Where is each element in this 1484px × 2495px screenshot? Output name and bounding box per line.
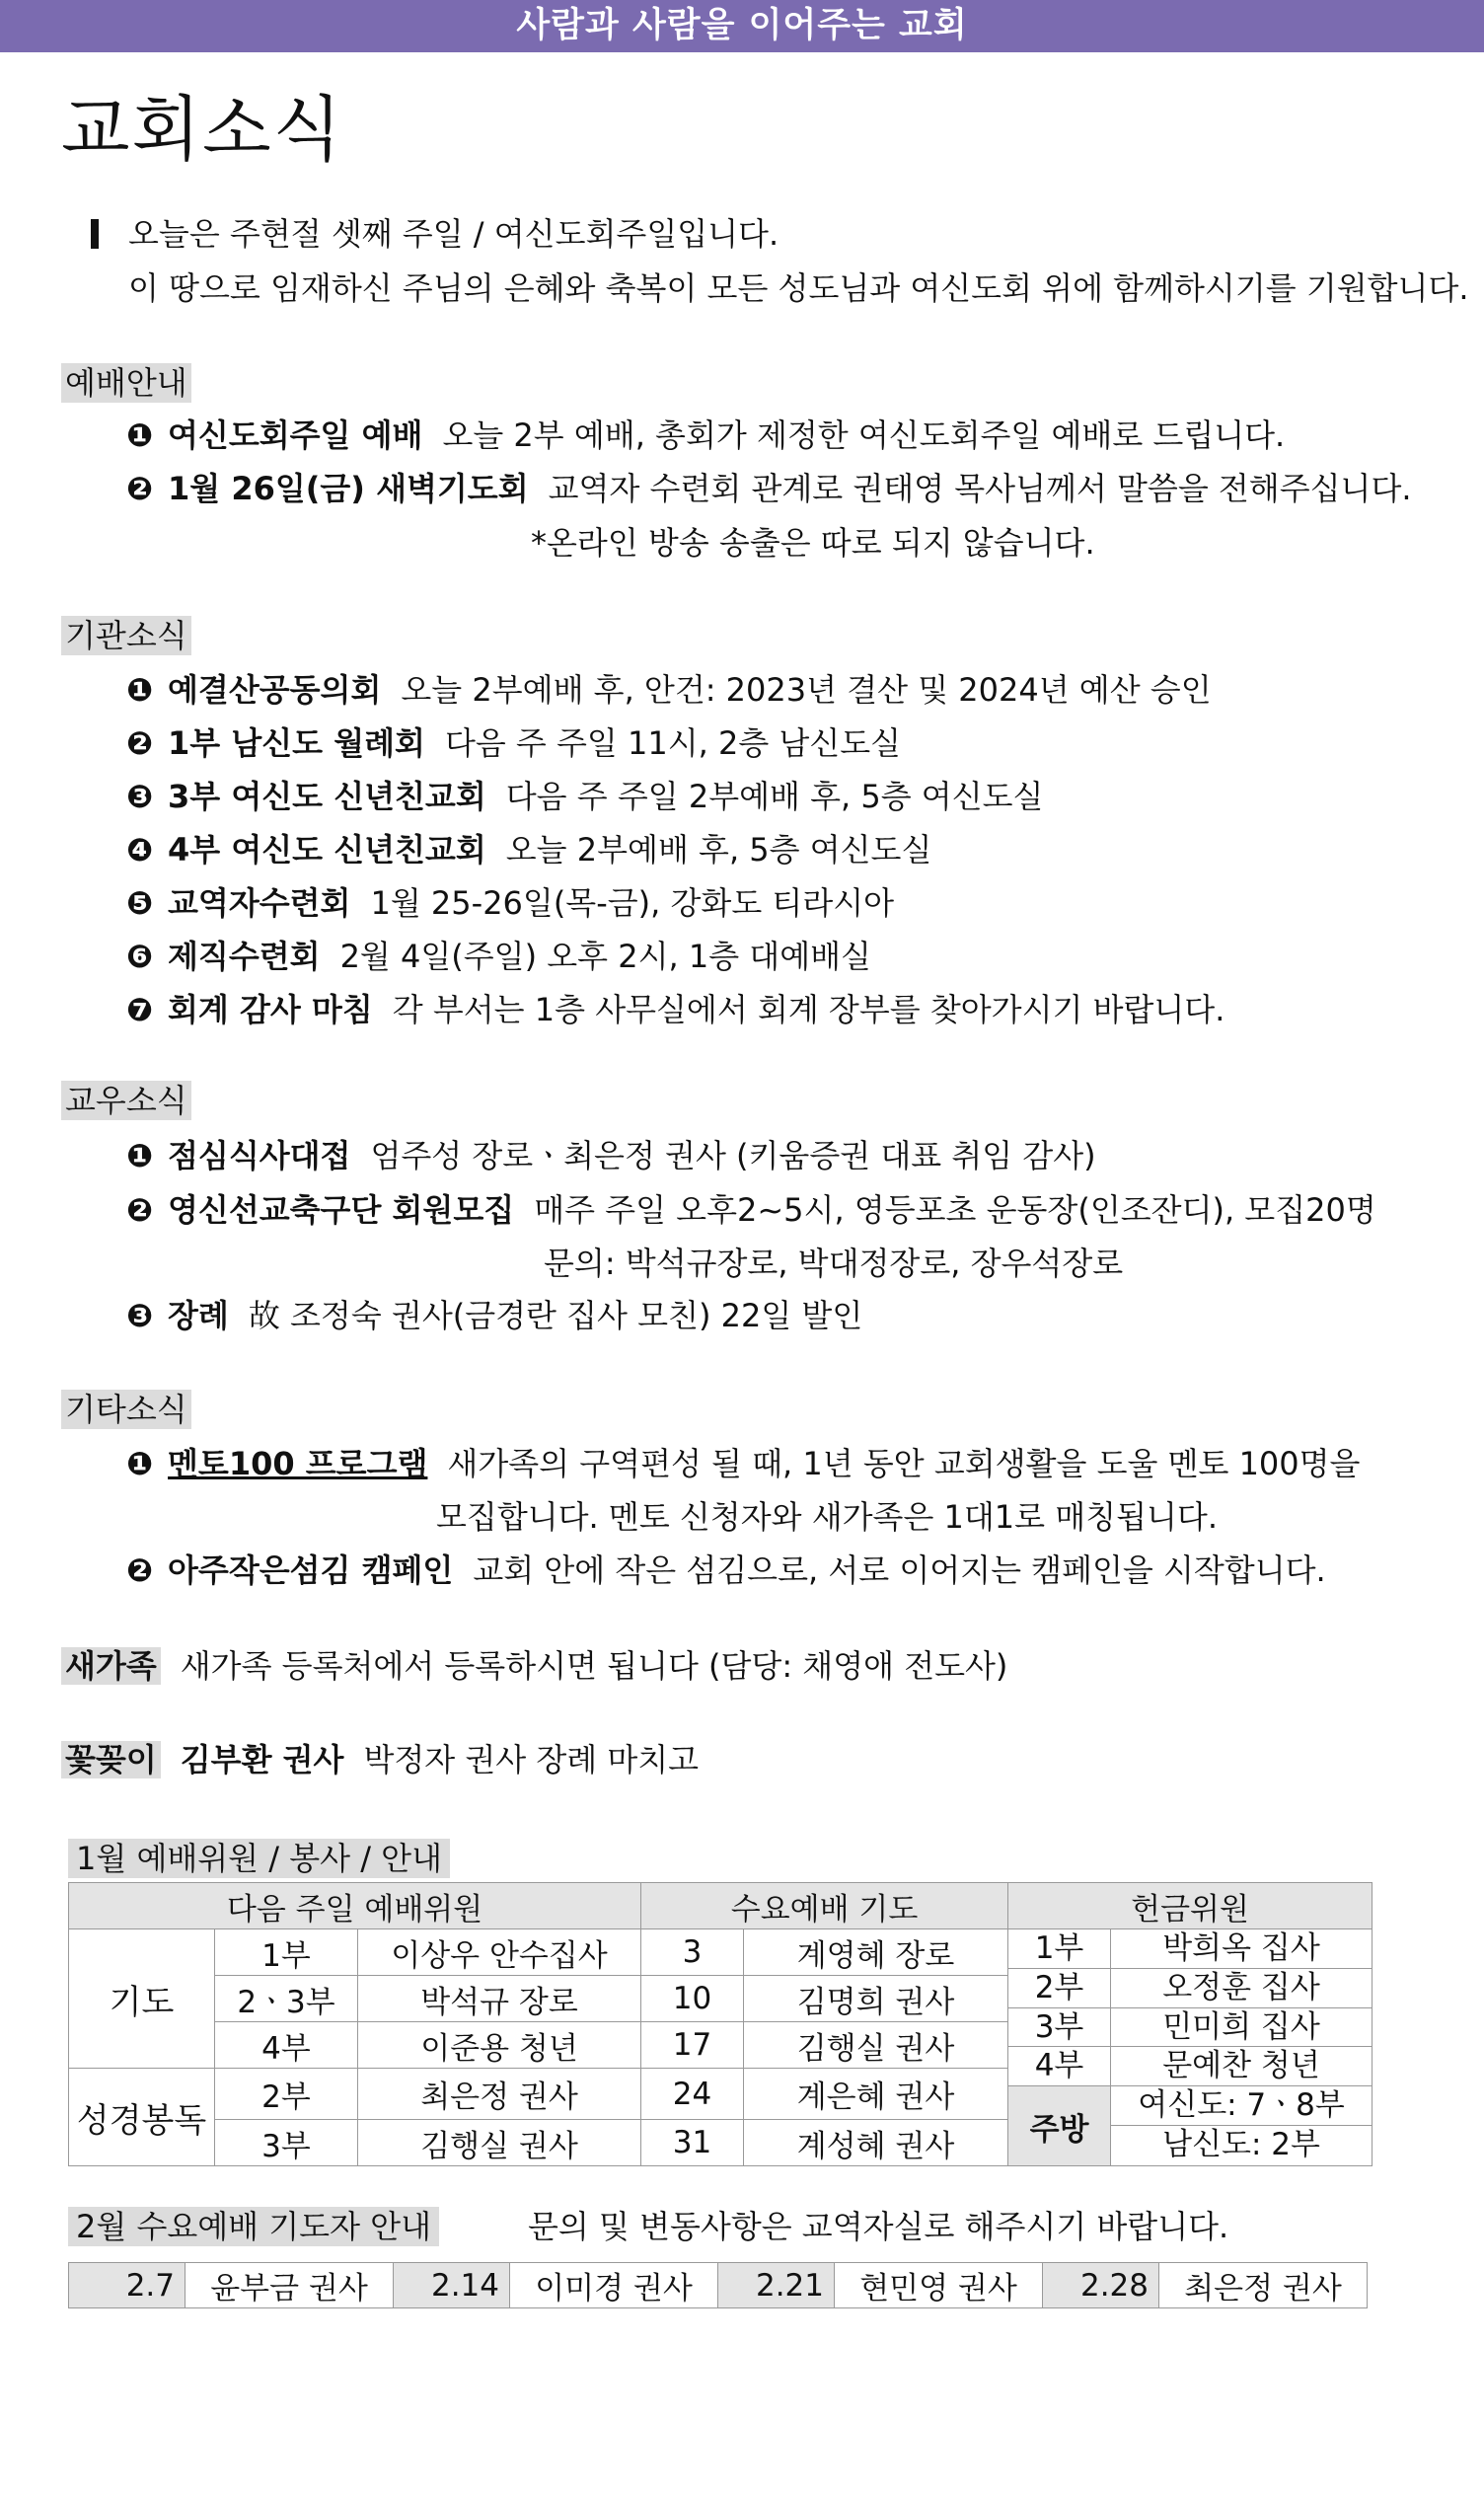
cell-part: 3부 xyxy=(215,2120,358,2166)
offering-name: 문예찬 청년 xyxy=(1111,2047,1372,2086)
flowers-text: 박정자 권사 장례 마치고 xyxy=(363,1741,700,1778)
cell-name: 계성혜 권사 xyxy=(744,2120,1008,2166)
table-row xyxy=(69,2263,1368,2308)
item-number: ❸ xyxy=(126,778,154,815)
item-text: 각 부서는 1층 사무실에서 회계 장부를 찾아가시기 바랍니다. xyxy=(392,991,1225,1028)
cell-date: 17 xyxy=(641,2022,744,2069)
flowers-line xyxy=(61,1740,699,1779)
cell-name: 최은정 권사 xyxy=(358,2069,641,2120)
new-family-text: 새가족 등록처에서 등록하시면 됩니다 (담당: 채영애 전도사) xyxy=(180,1647,1008,1685)
cell-date: 10 xyxy=(641,1976,744,2022)
item-number: ❶ xyxy=(126,671,154,709)
cell-name: 현민영 권사 xyxy=(835,2263,1043,2308)
item-title: 점심식사대접 xyxy=(168,1137,351,1174)
offering-part: 2부 xyxy=(1008,1969,1111,2008)
section-header-member: 교우소식 xyxy=(61,1081,191,1120)
flowers-name: 김부환 권사 xyxy=(180,1741,344,1778)
member-item-2-contact: 문의: 박석규장로, 박대정장로, 장우석장로 xyxy=(544,1245,1124,1282)
reading-label: 성경봉독 xyxy=(69,2069,215,2166)
col-header-wednesday: 수요예배 기도 xyxy=(641,1883,1008,1929)
item-number: ❸ xyxy=(126,1297,154,1334)
item-number: ❹ xyxy=(126,831,154,869)
item-number: ❷ xyxy=(126,1551,154,1589)
org-item-3 xyxy=(126,777,1043,816)
item-title: 4부 여신도 신년친교회 xyxy=(168,831,486,869)
cell-date: 31 xyxy=(641,2120,744,2166)
col-header-offering: 헌금위원 xyxy=(1008,1883,1373,1929)
item-number: ❶ xyxy=(126,1445,154,1482)
offering-part: 3부 xyxy=(1008,2008,1111,2048)
table-row xyxy=(69,1883,1373,1929)
cell-part: 2부 xyxy=(215,2069,358,2120)
col-header-next-sunday: 다음 주일 예배위원 xyxy=(69,1883,641,1929)
item-number: ❷ xyxy=(126,1191,154,1229)
item-title: 회계 감사 마침 xyxy=(168,991,373,1028)
section-header-org: 기관소식 xyxy=(61,616,191,655)
new-family-line xyxy=(61,1646,1007,1686)
item-text: 오늘 2부예배 후, 5층 여신도실 xyxy=(505,831,932,869)
item-text: 2월 4일(주일) 오후 2시, 1층 대예배실 xyxy=(339,938,871,975)
cell-date: 2.21 xyxy=(718,2263,835,2308)
cell-name: 이준용 청년 xyxy=(358,2022,641,2069)
item-title: 장례 xyxy=(168,1297,229,1334)
kitchen-label: 주방 xyxy=(1008,2086,1111,2165)
item-title: 멘토100 프로그램 xyxy=(168,1445,428,1482)
cell-name: 이미경 권사 xyxy=(510,2263,718,2308)
schedule-title: 1월 예배위원 / 봉사 / 안내 xyxy=(68,1839,450,1878)
other-item-1 xyxy=(126,1444,1360,1483)
item-title: 여신도회주일 예배 xyxy=(168,416,423,454)
item-text: 오늘 2부 예배, 총회가 제정한 여신도회주일 예배로 드립니다. xyxy=(442,416,1286,454)
item-number: ❷ xyxy=(126,724,154,762)
item-text: 엄주성 장로ㆍ최은정 권사 (키움증권 대표 취임 감사) xyxy=(370,1137,1096,1174)
org-item-4 xyxy=(126,830,931,869)
worship-item-2 xyxy=(126,469,1412,508)
item-title: 영신선교축구단 회원모집 xyxy=(168,1191,515,1229)
section-header-worship: 예배안내 xyxy=(61,363,191,403)
member-item-1 xyxy=(126,1136,1096,1175)
org-item-6 xyxy=(126,937,871,976)
item-text: 새가족의 구역편성 될 때, 1년 동안 교회생활을 도울 멘토 100명을 xyxy=(447,1445,1361,1482)
item-number: ❶ xyxy=(126,416,154,454)
item-number: ❺ xyxy=(126,884,154,922)
cell-name: 윤부금 권사 xyxy=(186,2263,394,2308)
other-item-2 xyxy=(126,1550,1326,1590)
item-text: 교회 안에 작은 섬김으로, 서로 이어지는 캠페인을 시작합니다. xyxy=(473,1551,1326,1589)
cell-date: 2.7 xyxy=(69,2263,186,2308)
item-number: ❷ xyxy=(126,470,154,507)
member-item-2 xyxy=(126,1190,1376,1230)
table-row xyxy=(69,1929,1373,1976)
february-table xyxy=(68,2262,1368,2308)
section-header-other: 기타소식 xyxy=(61,1390,191,1429)
intro-bullet-bar xyxy=(91,219,99,249)
org-item-2 xyxy=(126,723,901,763)
item-title: 교역자수련회 xyxy=(168,884,351,922)
item-title: 아주작은섬김 캠페인 xyxy=(168,1551,454,1589)
org-item-7 xyxy=(126,990,1224,1029)
february-title: 2월 수요예배 기도자 안내 xyxy=(68,2207,439,2246)
item-title: 3부 여신도 신년친교회 xyxy=(168,778,486,815)
cell-name: 김행실 권사 xyxy=(358,2120,641,2166)
cell-name: 계영혜 장로 xyxy=(744,1929,1008,1976)
cell-name: 김행실 권사 xyxy=(744,2022,1008,2069)
page-title: 교회소식 xyxy=(61,88,344,171)
cell-name: 박석규 장로 xyxy=(358,1976,641,2022)
item-text: 1월 25-26일(목-금), 강화도 티라시아 xyxy=(370,884,895,922)
cell-name: 이상우 안수집사 xyxy=(358,1929,641,1976)
item-text: 다음 주 주일 2부예배 후, 5층 여신도실 xyxy=(505,778,1044,815)
item-number: ❶ xyxy=(126,1137,154,1174)
item-title: 1월 26일(금) 새벽기도회 xyxy=(168,470,529,507)
cell-date: 2.28 xyxy=(1043,2263,1159,2308)
cell-date: 2.14 xyxy=(394,2263,510,2308)
worship-item-1 xyxy=(126,416,1285,455)
offering-part: 4부 xyxy=(1008,2047,1111,2086)
item-text: 故 조정숙 권사(금경란 집사 모친) 22일 발인 xyxy=(248,1297,863,1334)
offering-name: 박희옥 집사 xyxy=(1111,1929,1372,1969)
cell-part: 4부 xyxy=(215,2022,358,2069)
other-item-1-line2: 모집합니다. 멘토 신청자와 새가족은 1대1로 매칭됩니다. xyxy=(436,1498,1218,1536)
cell-part: 1부 xyxy=(215,1929,358,1976)
flowers-label: 꽃꽂이 xyxy=(61,1741,161,1778)
cell-date: 3 xyxy=(641,1929,744,1976)
item-text: 교역자 수련회 관계로 권태영 목사님께서 말씀을 전해주십니다. xyxy=(548,470,1412,507)
intro-line-1: 오늘은 주현절 셋째 주일 / 여신도회주일입니다. xyxy=(128,215,779,253)
item-text: 매주 주일 오후2~5시, 영등포초 운동장(인조잔디), 모집20명 xyxy=(534,1191,1376,1229)
item-number: ❻ xyxy=(126,938,154,975)
cell-name: 최은정 권사 xyxy=(1159,2263,1368,2308)
org-item-1 xyxy=(126,670,1212,710)
item-title: 1부 남신도 월례회 xyxy=(168,724,425,762)
item-title: 제직수련회 xyxy=(168,938,321,975)
new-family-label: 새가족 xyxy=(61,1647,161,1685)
offering-name: 오정훈 집사 xyxy=(1111,1969,1372,2008)
offering-name: 민미희 집사 xyxy=(1111,2008,1372,2048)
banner: 사람과 사람을 이어주는 교회 xyxy=(0,0,1484,52)
prayer-label: 기도 xyxy=(69,1929,215,2069)
member-item-3 xyxy=(126,1296,862,1335)
org-item-5 xyxy=(126,883,894,923)
kitchen-men: 남신도: 2부 xyxy=(1162,2127,1320,2163)
offering-part: 1부 xyxy=(1008,1929,1111,1969)
cell-date: 24 xyxy=(641,2069,744,2120)
item-number: ❼ xyxy=(126,991,154,1028)
cell-name: 김명희 권사 xyxy=(744,1976,1008,2022)
kitchen-women: 여신도: 7ㆍ8부 xyxy=(1111,2086,1372,2126)
item-text: 오늘 2부예배 후, 안건: 2023년 결산 및 2024년 예산 승인 xyxy=(401,671,1212,709)
item-title: 예결산공동의회 xyxy=(168,671,382,709)
cell-part: 2ㆍ3부 xyxy=(215,1976,358,2022)
cell-name: 계은혜 권사 xyxy=(744,2069,1008,2120)
worship-item-2-note: *온라인 방송 송출은 따로 되지 않습니다. xyxy=(531,524,1095,562)
offering-block xyxy=(1008,1929,1373,2166)
item-text: 다음 주 주일 11시, 2층 남신도실 xyxy=(444,724,902,762)
schedule-table xyxy=(68,1882,1373,2166)
intro-line-2: 이 땅으로 임재하신 주님의 은혜와 축복이 모든 성도님과 여신도회 위에 함께하시기를 기원합니다. xyxy=(128,269,1469,307)
february-note: 문의 및 변동사항은 교역자실로 해주시기 바랍니다. xyxy=(528,2208,1229,2245)
